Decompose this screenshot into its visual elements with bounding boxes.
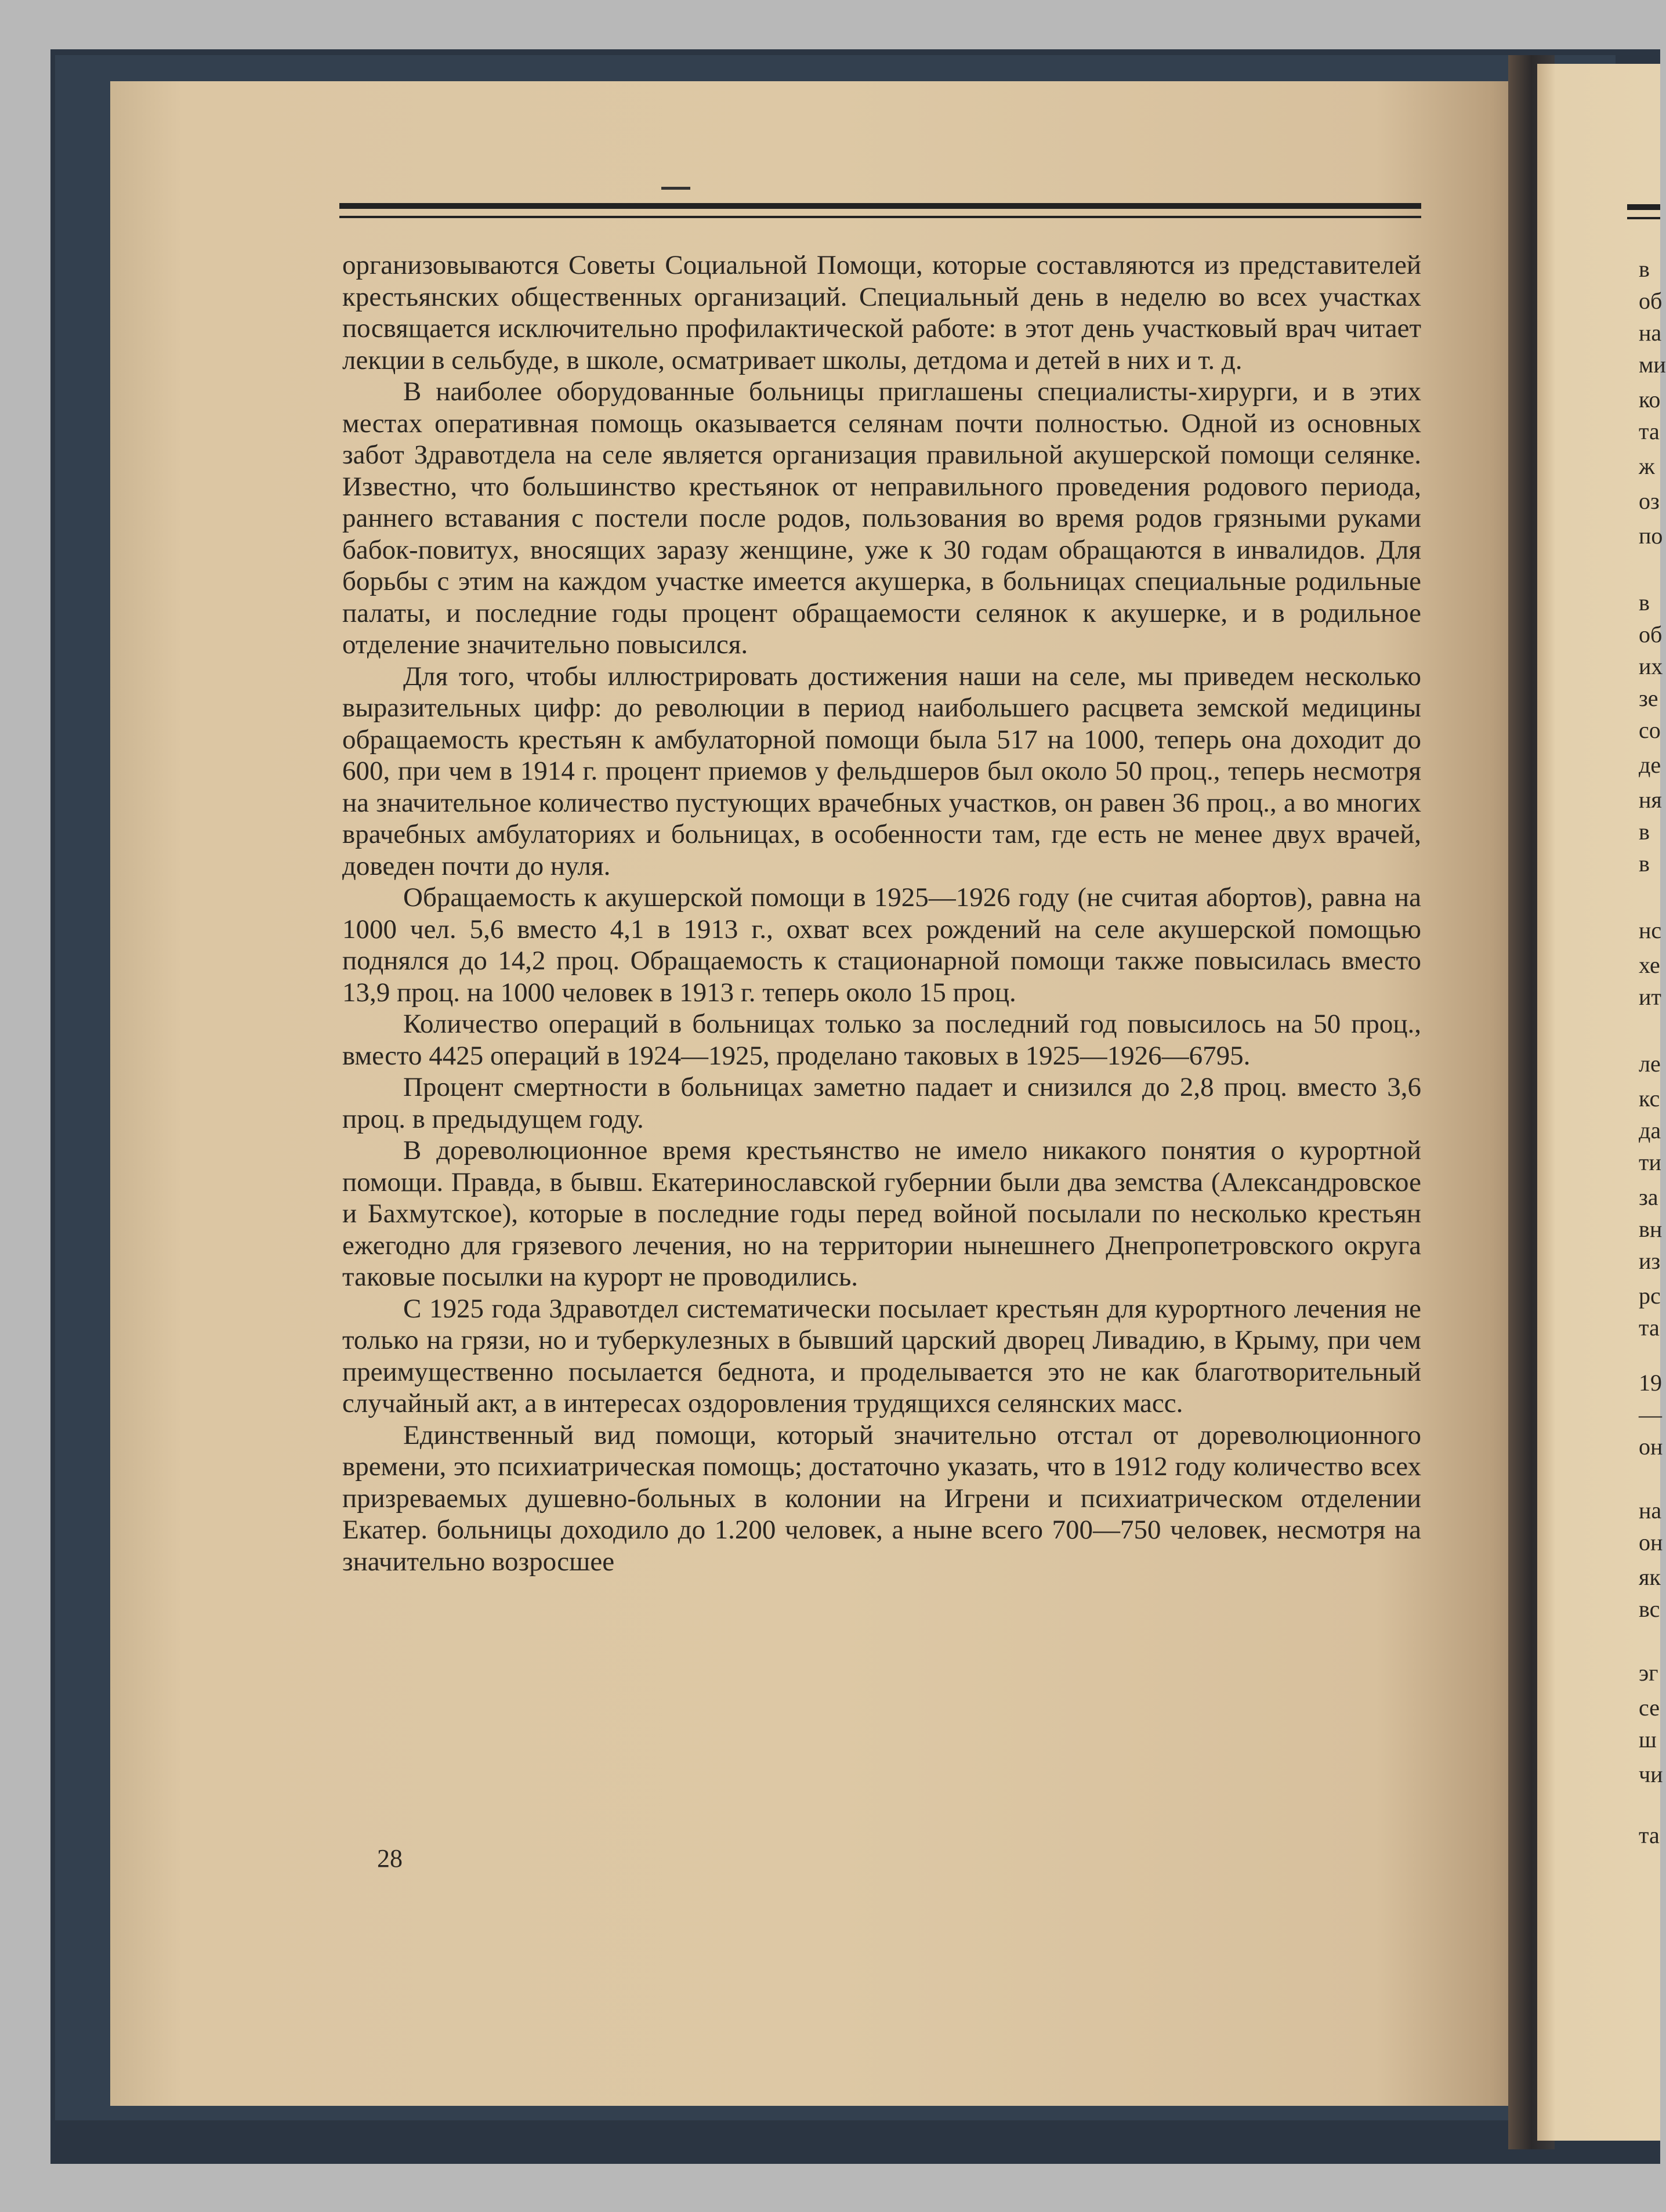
right-page-fragment: ит — [1639, 984, 1661, 1010]
right-page-fragment: кс — [1639, 1085, 1660, 1112]
paragraph: В наиболее оборудованные больницы приглашены специалисты-хирурги, и в этих местах оперативная помощь оказывается селянам почти полностью. Одной из основных забот Здравотдела на селе является организация правильной акушерской помощи селянке. Известно, что большинство крестьянок от неправильного проведения родового периода, раннего вставания с постели после родов, пользования во время родов грязными руками бабок-повитух, вносящих заразу женщине, уже к 30 годам обращаются в инвалидов. Для борьбы с этим на каждом участке имеется акушерка, в больницах специальные родильные палаты, и последние годы процент обращаемости селянок к акушерке, и в родильное отделение значительно повысился. — [342, 376, 1421, 660]
right-page-fragment: за — [1639, 1184, 1658, 1210]
right-page-fragment: из — [1639, 1248, 1661, 1274]
right-page-fragment: в — [1639, 589, 1650, 616]
right-page-fragment: та — [1639, 418, 1660, 444]
paragraph: организовываются Советы Социальной Помощи, которые составляются из представителей крестьянских общественных организаций. Специальный день в неделю во всех участках посвящается исключительно профилактической работе: в этот день участковый врач читает лекции в сельбуде, в школе, осматривает школы, детдома и детей в них и т. д. — [342, 250, 1421, 375]
right-page-fragment: рс — [1639, 1283, 1661, 1309]
right-page-fragment: се — [1639, 1695, 1660, 1721]
right-page-fragment: ко — [1639, 386, 1661, 412]
right-page-fragment: як — [1639, 1564, 1661, 1590]
paragraph: В дореволюционное время крестьянство не имело никакого понятия о курортной помощи. Правда, в бывш. Екатеринославской губернии были два земства (Александровское и Бахмутское), которые в последние годы перед войной посылали по несколько крестьян ежегодно для грязевого лечения, но на территории нынешнего Днепропетровского округа таковые посылки на курорт не проводились. — [342, 1135, 1421, 1292]
right-page-fragment: об — [1639, 621, 1663, 647]
page-number: 28 — [377, 1844, 403, 1873]
right-page-fragment: на — [1639, 320, 1662, 346]
right-page-fragment: вн — [1639, 1216, 1663, 1242]
paragraph: Единственный вид помощи, который значительно отстал от дореволюционного времени, это психиатрическая помощь; достаточно указать, что в 1912 году количество всех призреваемых душевно-больных в колонии на Игрени и психиатрическом отделении Екатер. больницы доходило до 1.200 человек, а ныне всего 700—750 человек, несмотря на значительно возросшее — [342, 1420, 1421, 1577]
right-page-fragment: ж — [1639, 453, 1655, 479]
right-page-fragment: нс — [1639, 917, 1662, 943]
right-page-fragment: де — [1639, 752, 1661, 778]
right-page-fragment: по — [1639, 523, 1663, 549]
right-page-fragment: об — [1639, 288, 1663, 314]
paragraph: Процент смертности в больницах заметно падает и снизился до 2,8 проц. вместо 3,6 проц. в предыдущем году. — [342, 1072, 1421, 1134]
header-rule-thin — [339, 216, 1421, 218]
right-page-fragment: — — [1639, 1402, 1662, 1428]
right-page-fragment: со — [1639, 717, 1661, 743]
right-page-fragment: он — [1639, 1433, 1663, 1460]
right-page-rule-thick — [1627, 204, 1660, 210]
right-page-fragment: ня — [1639, 787, 1662, 813]
right-page-rule-thin — [1627, 217, 1660, 219]
right-page-fragment: ле — [1639, 1051, 1661, 1077]
right-page-fragment: в — [1639, 256, 1650, 282]
right-page-fragment: да — [1639, 1117, 1661, 1143]
right-page-fragment: эг — [1639, 1660, 1658, 1686]
right-page-fragment: вс — [1639, 1596, 1660, 1622]
right-page-fragment: зе — [1639, 685, 1658, 711]
header-rule-thick — [339, 203, 1421, 209]
right-page-fragment: 19 — [1639, 1370, 1662, 1396]
paragraph: Обращаемость к акушерской помощи в 1925—1926 году (не считая абортов), равна на 1000 чел. 5,6 вместо 4,1 в 1913 г., охват всех рождений на селе акушерской помощью поднялся до 14,2 проц. Обращаемость к стационарной помощи также повысилась вместо 13,9 проц. на 1000 человек в 1913 г. теперь около 15 проц. — [342, 882, 1421, 1008]
right-page-fragment: на — [1639, 1497, 1662, 1523]
paragraph: Количество операций в больницах только за последний год повысилось на 50 проц., вместо 4425 операций в 1924—1925, проделано таковых в 1925—1926—6795. — [342, 1009, 1421, 1071]
right-page-fragment: та — [1639, 1822, 1660, 1848]
right-page-fragment: ти — [1639, 1149, 1661, 1175]
right-page-fragment: он — [1639, 1529, 1663, 1555]
right-page-fragment: ми — [1639, 352, 1666, 378]
paragraph: Для того, чтобы иллюстрировать достижения наши на селе, мы приведем несколько выразительных цифр: до революции в период наибольшего расцвета земской медицины обращаемость крестьян к амбулаторной помощи была 517 на 1000, теперь она доходит до 600, при чем в 1914 г. процент приемов у фельдшеров был около 50 проц., теперь несмотря на значительное количество пустующих врачебных участков, он равен 36 проц., а во многих врачебных амбулаториях и больницах, в особенности там, где есть не менее двух врачей, доведен почти до нуля. — [342, 661, 1421, 881]
right-page-fragment: их — [1639, 653, 1663, 679]
right-page-fragment: та — [1639, 1315, 1660, 1341]
top-ornament — [661, 187, 690, 190]
body-text — [342, 249, 1421, 1577]
right-page-fragment: хе — [1639, 952, 1660, 978]
right-page-fragment: оз — [1639, 488, 1660, 514]
right-page-fragment: в — [1639, 850, 1650, 877]
paragraph: С 1925 года Здравотдел систематически посылает крестьян для курортного лечения не только на грязи, но и туберкулезных в бывший царский дворец Ливадию, в Крыму, при чем преимущественно посылается беднота, и проделывается это не как благотворительный случайный акт, а в интересах оздоровления трудящихся селянских масс. — [342, 1293, 1421, 1418]
right-page-fragment: чи — [1639, 1761, 1663, 1787]
right-page-fragment: в — [1639, 819, 1650, 845]
right-page-fragment: ш — [1639, 1726, 1657, 1753]
